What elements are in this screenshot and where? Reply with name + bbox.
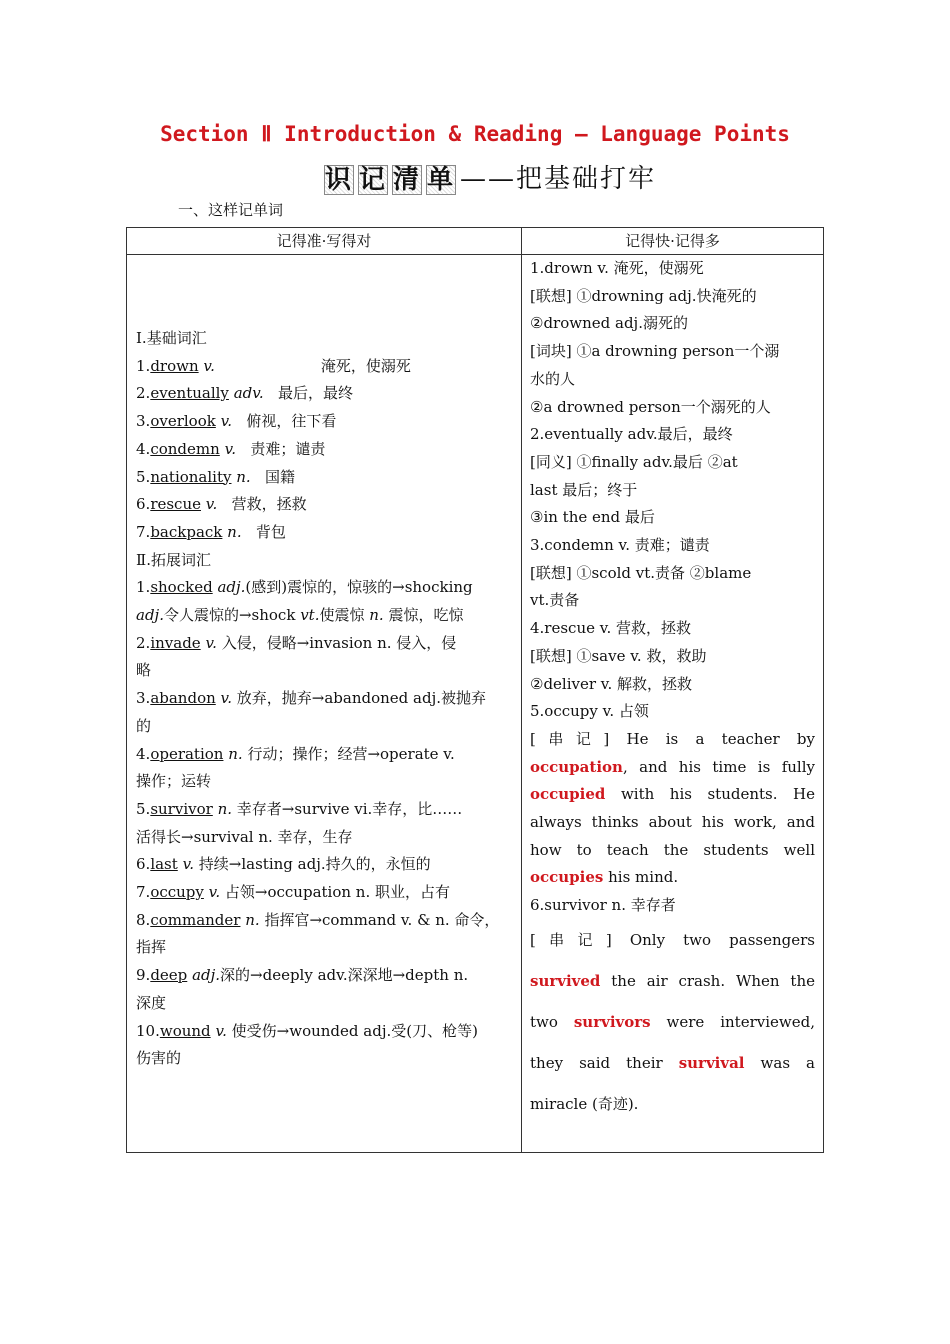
vocab-word: eventually [150,384,229,403]
highlight-word: survivors [573,1012,651,1031]
vocab-word: condemn [150,439,220,458]
vocab-item: 10.wound v. 使受伤→wounded adj.受(刀、枪等) [136,1021,478,1040]
vocab-item-cont: 操作；运转 [136,772,212,791]
highlight-word: occupies [530,868,604,887]
memo-line: [词块] ①a drowning person一个溺 [530,342,780,361]
vocab-item-cont: 略 [136,661,152,680]
vocab-item: 3.overlook v. 俯视，往下看 [136,412,337,431]
highlight-word: occupied [530,785,606,804]
vocab-word: drown [150,356,199,375]
section-heading: 一、这样记单词 [178,201,284,219]
vocab-item: 7.occupy v. 占领→occupation n. 职业，占有 [136,883,450,902]
vocab-item: 4.operation n. 行动；操作；经营→operate v. [136,744,455,763]
vocab-item: 8.commander n. 指挥官→command v. & n. 命令， [136,910,500,929]
section-banner [0,158,950,195]
vocab-item: 1.drown v. 淹死，使溺死 [136,356,411,375]
memo-sentence: survived the air crash. When the [530,971,815,990]
vocab-item: 2.invade v. 入侵，侵略→invasion n. 侵入，侵 [136,633,457,652]
memo-line: 1.drown v. 淹死，使溺死 [530,259,704,277]
memo-line: ②deliver v. 解救，拯救 [530,674,693,693]
vocab-item-cont: 的 [136,716,152,735]
memo-sentence: they said their survival was a [530,1053,815,1072]
vocab-item-cont: 伤害的 [136,1049,182,1068]
memo-line: 6.survivor n. 幸存者 [530,896,676,915]
memo-sentence: always thinks about his work, and [530,813,815,832]
column-header-left: 记得准·写得对 [127,228,522,255]
vocab-word: overlook [150,412,216,431]
left-body [127,255,521,1073]
highlight-word: occupation [530,757,623,776]
memo-line: [联想] ①save v. 救，救助 [530,646,707,665]
memo-line: [联想] ①scold vt.责备 ②blame [530,563,752,582]
memo-line: 5.occupy v. 占领 [530,702,649,721]
memo-line: ③in the end 最后 [530,508,655,527]
memo-line: last 最后；终于 [530,480,638,499]
banner-char: 单 [426,165,455,195]
page-title: Section Ⅱ Introduction & Reading — Language Points [160,122,790,146]
vocab-word: backpack [150,522,223,541]
memo-line: 2.eventually adv.最后，最终 [530,425,733,444]
vocab-item-cont: 指挥 [136,938,167,957]
memo-line: ②a drowned person一个溺死的人 [530,397,771,416]
basic-vocab-heading: Ⅰ.基础词汇 [136,329,207,347]
memo-line: 水的人 [530,369,576,388]
vocab-item-cont: adj.令人震惊的→shock vt.使震惊 n. 震惊，吃惊 [136,606,464,625]
vocab-item: 3.abandon v. 放弃，抛弃→abandoned adj.被抛弃 [136,689,487,708]
extended-vocab-heading: Ⅱ.拓展词汇 [136,550,211,569]
vocab-item: 7.backpack n. 背包 [136,522,286,541]
highlight-word: survived [530,971,601,990]
memo-sentence: how to teach the students well [530,840,815,859]
vocab-item-cont: 深度 [136,993,167,1012]
memo-sentence: occupied with his students. He [530,785,815,804]
vocab-item: 4.condemn v. 责难；谴责 [136,439,326,458]
memo-sentence: [串记] He is a teacher by [530,729,815,748]
right-body [522,255,823,1125]
vocab-item: 6.last v. 持续→lasting adj.持久的，永恒的 [136,855,431,874]
vocab-item: 6.rescue v. 营救，拯救 [136,495,307,514]
banner-subtitle: ——把基础打牢 [459,164,656,194]
memo-line: 4.rescue v. 营救，拯救 [530,619,691,638]
banner-char: 记 [358,165,387,195]
vocab-word: rescue [150,495,201,514]
memo-line: ②drowned adj.溺死的 [530,314,688,333]
memo-sentence: two survivors were interviewed, [530,1012,815,1031]
vocab-item-cont: 活得长→survival n. 幸存，生存 [136,827,353,846]
banner-char: 清 [392,165,421,195]
right-column [522,255,824,1153]
vocab-item: 5.survivor n. 幸存者→survive vi.幸存，比…… [136,799,463,818]
highlight-word: survival [678,1053,745,1072]
vocab-item: 9.deep adj.深的→deeply adv.深深地→depth n. [136,966,469,985]
vocab-item: 1.shocked adj.(感到)震惊的，惊骇的→shocking [136,578,473,597]
left-column [127,255,522,1153]
memo-line: [联想] ①drowning adj.快淹死的 [530,286,757,305]
memo-line: 3.condemn v. 责难；谴责 [530,536,710,555]
column-header-right: 记得快·记得多 [522,228,824,255]
memo-sentence: [串记] Only two passengers [530,930,815,949]
memo-line: [同义] ①finally adv.最后 ②at [530,452,738,471]
memo-sentence: occupation, and his time is fully [530,757,815,776]
vocab-word: nationality [150,467,232,486]
memo-sentence: miracle (奇迹). [530,1094,639,1113]
memo-sentence: occupies his mind. [530,868,679,887]
vocab-table [126,227,824,1153]
memo-line: vt.责备 [530,591,580,610]
vocab-item: 5.nationality n. 国籍 [136,467,296,486]
vocab-item: 2.eventually adv. 最后，最终 [136,384,354,403]
banner-char: 识 [324,165,353,195]
